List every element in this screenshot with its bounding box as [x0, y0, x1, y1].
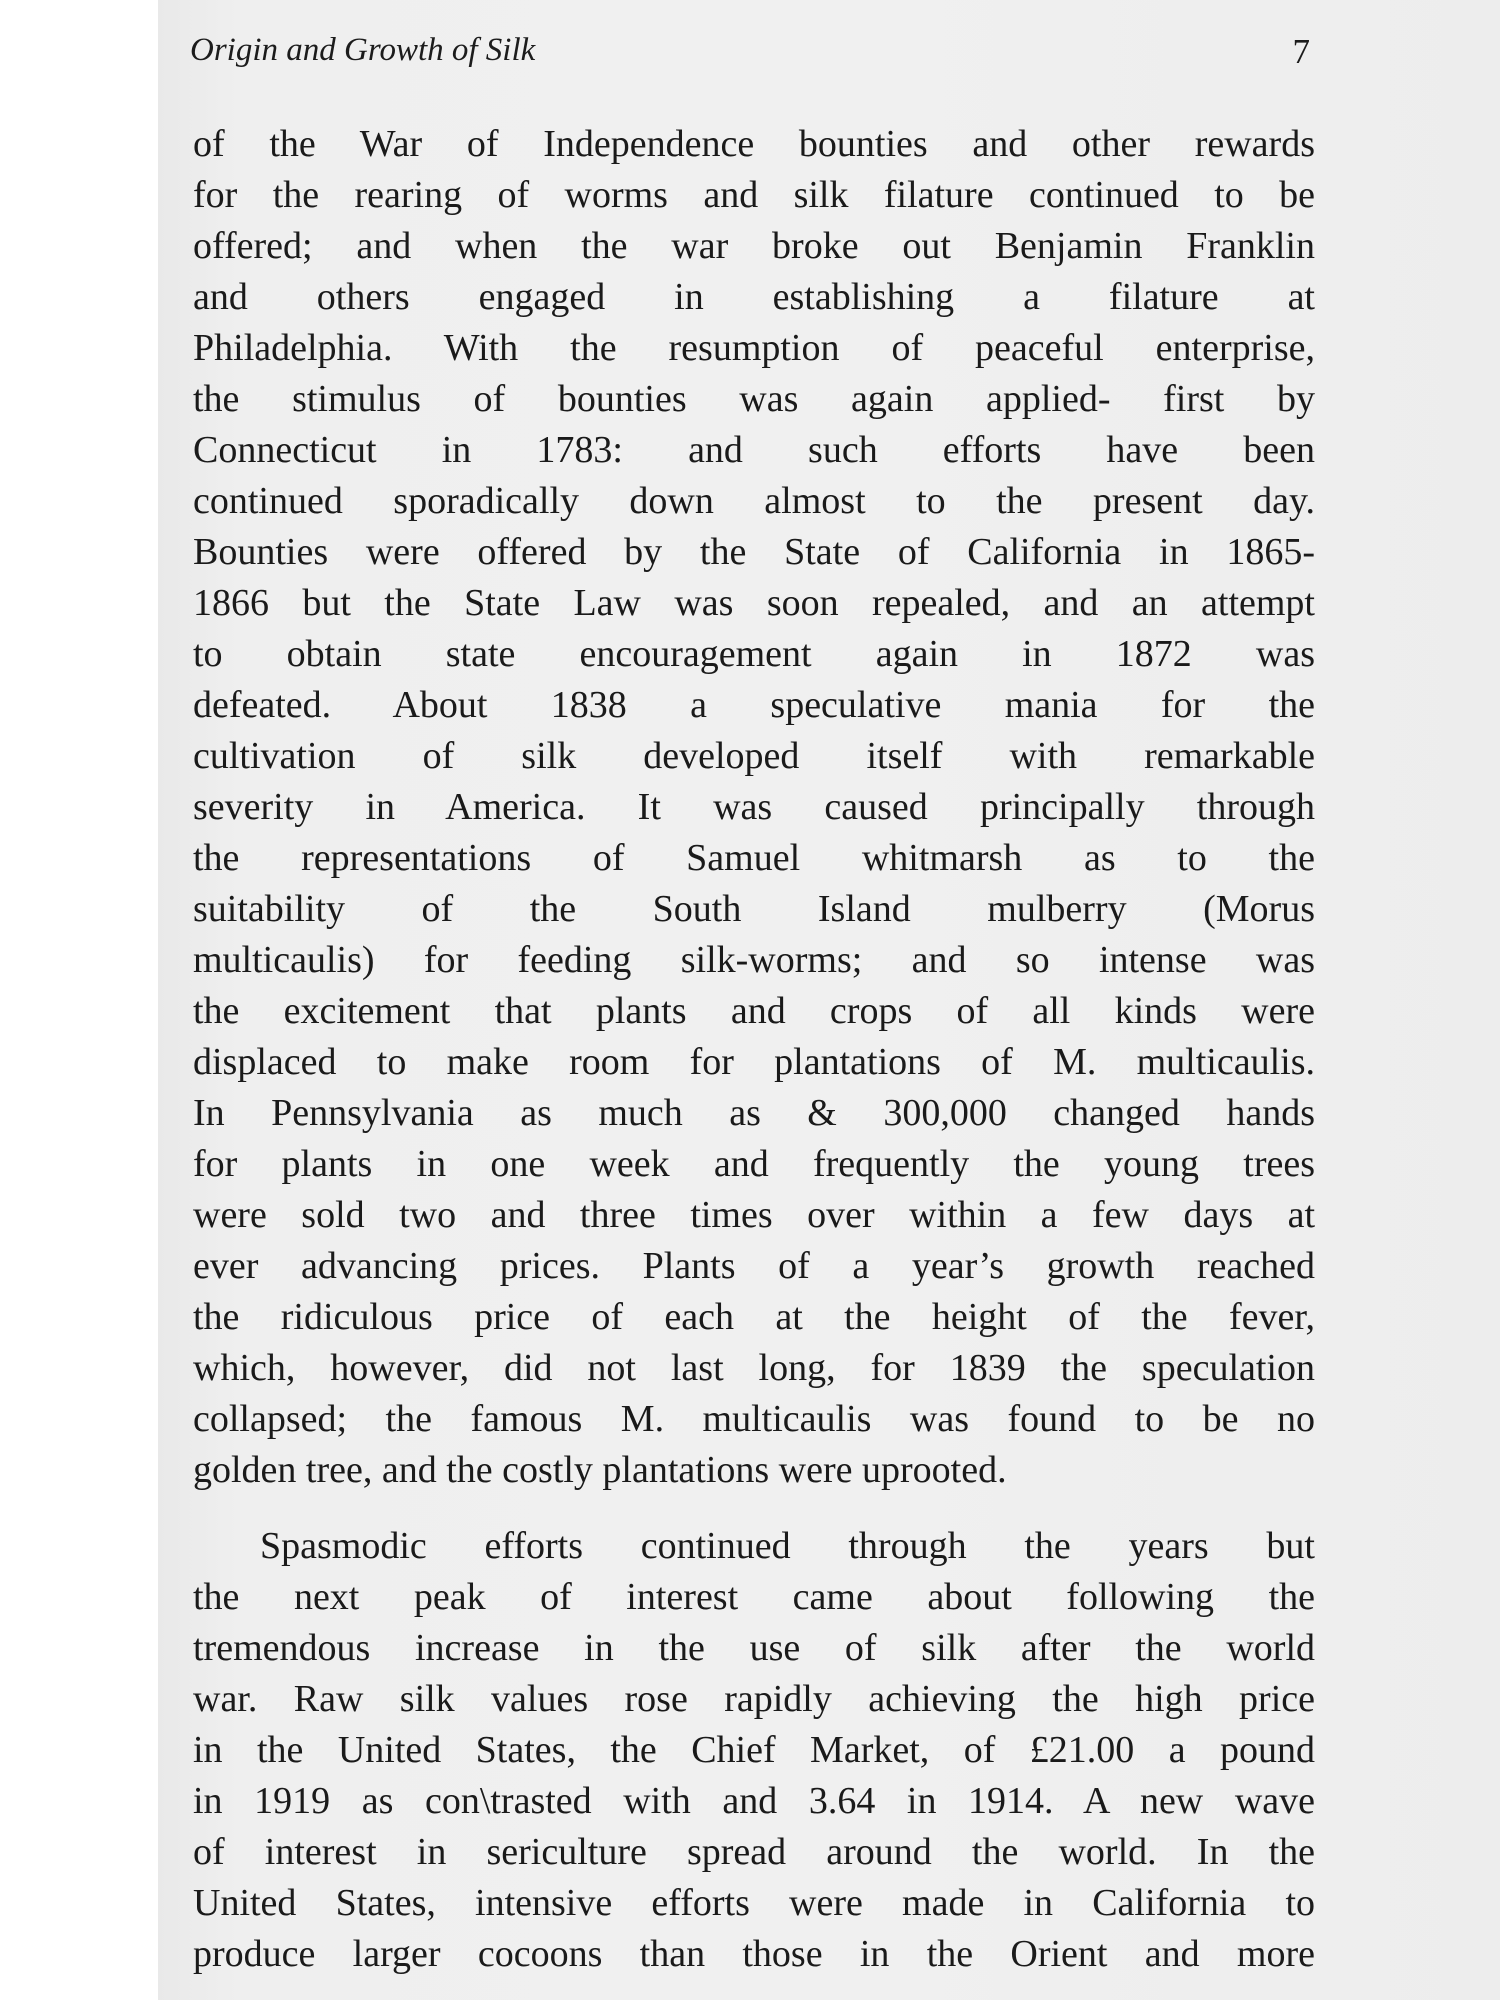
text-line: to obtain state encouragement again in 1872 was	[193, 633, 1315, 675]
text-line: In Pennsylvania as much as & 300,000 changed hands	[193, 1092, 1315, 1134]
text-line: United States, intensive efforts were made in California to	[193, 1882, 1315, 1924]
text-line: for plants in one week and frequently the young trees	[193, 1143, 1315, 1185]
text-line: defeated. About 1838 a speculative mania for the	[193, 684, 1315, 726]
text-line: the representations of Samuel whitmarsh as to the	[193, 837, 1315, 879]
text-line: continued sporadically down almost to the present day.	[193, 480, 1315, 522]
text-line: in the United States, the Chief Market, of £21.00 a pound	[193, 1729, 1315, 1771]
text-line: tremendous increase in the use of silk after the world	[193, 1627, 1315, 1669]
text-line: suitability of the South Island mulberry (Morus	[193, 888, 1315, 930]
text-line: Philadelphia. With the resumption of peaceful enterprise,	[193, 327, 1315, 369]
text-line: the ridiculous price of each at the height of the fever,	[193, 1296, 1315, 1338]
text-line: the excitement that plants and crops of all kinds were	[193, 990, 1315, 1032]
text-line: Spasmodic efforts continued through the years but	[260, 1525, 1315, 1567]
paragraph-1	[193, 119, 1315, 1496]
text-line: 1866 but the State Law was soon repealed, and an attempt	[193, 582, 1315, 624]
text-line: displaced to make room for plantations of M. multicaulis.	[193, 1041, 1315, 1083]
text-line: produce larger cocoons than those in the Orient and more	[193, 1933, 1315, 1975]
running-head: Origin and Growth of Silk	[190, 32, 536, 68]
text-line: and others engaged in establishing a filature at	[193, 276, 1315, 318]
text-line: collapsed; the famous M. multicaulis was found to be no	[193, 1398, 1315, 1440]
page-number: 7	[1292, 32, 1310, 71]
text-line: the next peak of interest came about following the	[193, 1576, 1315, 1618]
body-text	[193, 119, 1315, 1980]
text-line: offered; and when the war broke out Benjamin Franklin	[193, 225, 1315, 267]
text-line: cultivation of silk developed itself with remarkable	[193, 735, 1315, 777]
text-line: for the rearing of worms and silk filature continued to be	[193, 174, 1315, 216]
text-line: multicaulis) for feeding silk-worms; and so intense was	[193, 939, 1315, 981]
text-line: in 1919 as con\trasted with and 3.64 in 1914. A new wave	[193, 1780, 1315, 1822]
page-header	[190, 32, 1310, 82]
paragraph-2	[193, 1521, 1315, 1980]
text-line: Bounties were offered by the State of California in 1865-	[193, 531, 1315, 573]
text-line: the stimulus of bounties was again applied- first by	[193, 378, 1315, 420]
text-line: of the War of Independence bounties and other rewards	[193, 123, 1315, 165]
text-line: which, however, did not last long, for 1839 the speculation	[193, 1347, 1315, 1389]
text-line: ever advancing prices. Plants of a year’s growth reached	[193, 1245, 1315, 1287]
paragraph-gap	[193, 1496, 1315, 1521]
text-line: Connecticut in 1783: and such efforts have been	[193, 429, 1315, 471]
text-line: severity in America. It was caused principally through	[193, 786, 1315, 828]
text-line: golden tree, and the costly plantations were uprooted.	[193, 1449, 1007, 1491]
text-line: were sold two and three times over within a few days at	[193, 1194, 1315, 1236]
text-line: of interest in sericulture spread around the world. In the	[193, 1831, 1315, 1873]
text-line: war. Raw silk values rose rapidly achieving the high price	[193, 1678, 1315, 1720]
